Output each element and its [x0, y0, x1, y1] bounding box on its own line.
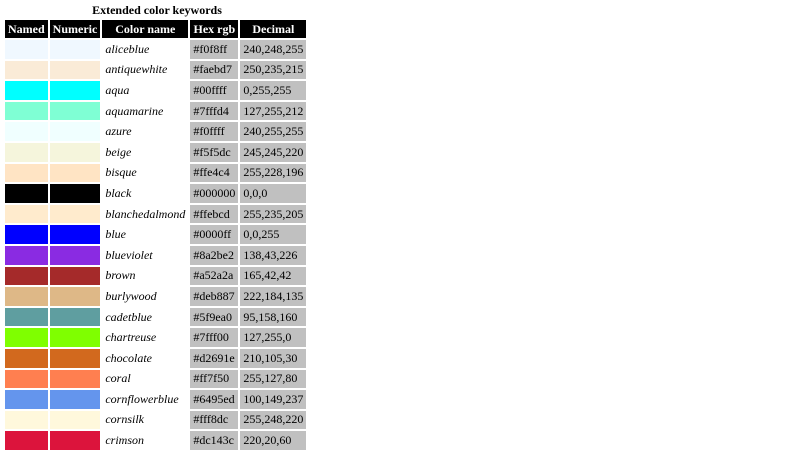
- numeric-color-swatch: [50, 143, 101, 162]
- hex-rgb-cell: #0000ff: [190, 225, 238, 244]
- decimal-rgb-cell: 127,255,212: [240, 102, 306, 121]
- hex-rgb-cell: #a52a2a: [190, 267, 238, 286]
- numeric-color-swatch: [50, 370, 101, 389]
- named-color-swatch: [5, 205, 48, 224]
- numeric-color-swatch: [50, 102, 101, 121]
- decimal-rgb-cell: 255,228,196: [240, 164, 306, 183]
- color-name-cell: antiquewhite: [102, 61, 188, 80]
- named-color-swatch: [5, 40, 48, 59]
- color-name-cell: black: [102, 184, 188, 203]
- table-body: [5, 40, 306, 450]
- decimal-rgb-cell: 240,248,255: [240, 40, 306, 59]
- table-caption: Extended color keywords: [92, 3, 222, 17]
- table-row: [5, 431, 306, 450]
- table-row: [5, 308, 306, 327]
- decimal-rgb-cell: 127,255,0: [240, 328, 306, 347]
- header-row: [5, 20, 306, 38]
- decimal-rgb-cell: 165,42,42: [240, 267, 306, 286]
- decimal-rgb-cell: 0,0,255: [240, 225, 306, 244]
- named-color-swatch: [5, 328, 48, 347]
- color-name-cell: burlywood: [102, 287, 188, 306]
- decimal-rgb-cell: 240,255,255: [240, 122, 306, 141]
- header-color-name: Color name: [102, 20, 188, 38]
- decimal-rgb-cell: 255,235,205: [240, 205, 306, 224]
- hex-rgb-cell: #8a2be2: [190, 246, 238, 265]
- numeric-color-swatch: [50, 390, 101, 409]
- named-color-swatch: [5, 349, 48, 368]
- named-color-swatch: [5, 122, 48, 141]
- named-color-swatch: [5, 225, 48, 244]
- color-name-cell: cornflowerblue: [102, 390, 188, 409]
- hex-rgb-cell: #dc143c: [190, 431, 238, 450]
- color-name-cell: cornsilk: [102, 411, 188, 430]
- decimal-rgb-cell: 222,184,135: [240, 287, 306, 306]
- decimal-rgb-cell: 210,105,30: [240, 349, 306, 368]
- color-name-cell: cadetblue: [102, 308, 188, 327]
- table-row: [5, 61, 306, 80]
- decimal-rgb-cell: 0,255,255: [240, 81, 306, 100]
- named-color-swatch: [5, 411, 48, 430]
- table-row: [5, 81, 306, 100]
- color-name-cell: chocolate: [102, 349, 188, 368]
- color-name-cell: brown: [102, 267, 188, 286]
- hex-rgb-cell: #5f9ea0: [190, 308, 238, 327]
- named-color-swatch: [5, 390, 48, 409]
- numeric-color-swatch: [50, 184, 101, 203]
- numeric-color-swatch: [50, 61, 101, 80]
- named-color-swatch: [5, 81, 48, 100]
- named-color-swatch: [5, 287, 48, 306]
- table-row: [5, 205, 306, 224]
- decimal-rgb-cell: 245,245,220: [240, 143, 306, 162]
- decimal-rgb-cell: 0,0,0: [240, 184, 306, 203]
- color-name-cell: coral: [102, 370, 188, 389]
- decimal-rgb-cell: 220,20,60: [240, 431, 306, 450]
- numeric-color-swatch: [50, 81, 101, 100]
- hex-rgb-cell: #ffe4c4: [190, 164, 238, 183]
- named-color-swatch: [5, 431, 48, 450]
- hex-rgb-cell: #fff8dc: [190, 411, 238, 430]
- named-color-swatch: [5, 143, 48, 162]
- decimal-rgb-cell: 255,248,220: [240, 411, 306, 430]
- table-row: [5, 267, 306, 286]
- color-name-cell: bisque: [102, 164, 188, 183]
- hex-rgb-cell: #f0f8ff: [190, 40, 238, 59]
- named-color-swatch: [5, 308, 48, 327]
- named-color-swatch: [5, 164, 48, 183]
- table-row: [5, 184, 306, 203]
- header-named: Named: [5, 20, 48, 38]
- numeric-color-swatch: [50, 287, 101, 306]
- table-row: [5, 40, 306, 59]
- numeric-color-swatch: [50, 328, 101, 347]
- color-name-cell: blanchedalmond: [102, 205, 188, 224]
- numeric-color-swatch: [50, 40, 101, 59]
- decimal-rgb-cell: 255,127,80: [240, 370, 306, 389]
- table-row: [5, 246, 306, 265]
- table-row: [5, 122, 306, 141]
- numeric-color-swatch: [50, 122, 101, 141]
- header-numeric: Numeric: [50, 20, 101, 38]
- hex-rgb-cell: #7fffd4: [190, 102, 238, 121]
- color-name-cell: aqua: [102, 81, 188, 100]
- numeric-color-swatch: [50, 267, 101, 286]
- numeric-color-swatch: [50, 225, 101, 244]
- named-color-swatch: [5, 184, 48, 203]
- color-name-cell: aquamarine: [102, 102, 188, 121]
- color-name-cell: azure: [102, 122, 188, 141]
- numeric-color-swatch: [50, 164, 101, 183]
- table-row: [5, 143, 306, 162]
- hex-rgb-cell: #ff7f50: [190, 370, 238, 389]
- table-row: [5, 102, 306, 121]
- hex-rgb-cell: #f5f5dc: [190, 143, 238, 162]
- hex-rgb-cell: #faebd7: [190, 61, 238, 80]
- numeric-color-swatch: [50, 349, 101, 368]
- table-row: [5, 411, 306, 430]
- named-color-swatch: [5, 267, 48, 286]
- named-color-swatch: [5, 61, 48, 80]
- color-name-cell: blueviolet: [102, 246, 188, 265]
- color-name-cell: blue: [102, 225, 188, 244]
- hex-rgb-cell: #f0ffff: [190, 122, 238, 141]
- hex-rgb-cell: #000000: [190, 184, 238, 203]
- table-row: [5, 225, 306, 244]
- hex-rgb-cell: #deb887: [190, 287, 238, 306]
- decimal-rgb-cell: 250,235,215: [240, 61, 306, 80]
- table-row: [5, 328, 306, 347]
- color-name-cell: aliceblue: [102, 40, 188, 59]
- table-row: [5, 370, 306, 389]
- table-row: [5, 287, 306, 306]
- hex-rgb-cell: #6495ed: [190, 390, 238, 409]
- hex-rgb-cell: #00ffff: [190, 81, 238, 100]
- decimal-rgb-cell: 95,158,160: [240, 308, 306, 327]
- hex-rgb-cell: #ffebcd: [190, 205, 238, 224]
- color-name-cell: beige: [102, 143, 188, 162]
- header-decimal: Decimal: [240, 20, 306, 38]
- table-row: [5, 349, 306, 368]
- color-name-cell: crimson: [102, 431, 188, 450]
- hex-rgb-cell: #7fff00: [190, 328, 238, 347]
- color-table: [3, 18, 308, 452]
- decimal-rgb-cell: 100,149,237: [240, 390, 306, 409]
- numeric-color-swatch: [50, 411, 101, 430]
- header-hex-rgb: Hex rgb: [190, 20, 238, 38]
- named-color-swatch: [5, 102, 48, 121]
- table-row: [5, 164, 306, 183]
- color-name-cell: chartreuse: [102, 328, 188, 347]
- numeric-color-swatch: [50, 308, 101, 327]
- named-color-swatch: [5, 370, 48, 389]
- numeric-color-swatch: [50, 205, 101, 224]
- named-color-swatch: [5, 246, 48, 265]
- numeric-color-swatch: [50, 246, 101, 265]
- numeric-color-swatch: [50, 431, 101, 450]
- hex-rgb-cell: #d2691e: [190, 349, 238, 368]
- decimal-rgb-cell: 138,43,226: [240, 246, 306, 265]
- table-row: [5, 390, 306, 409]
